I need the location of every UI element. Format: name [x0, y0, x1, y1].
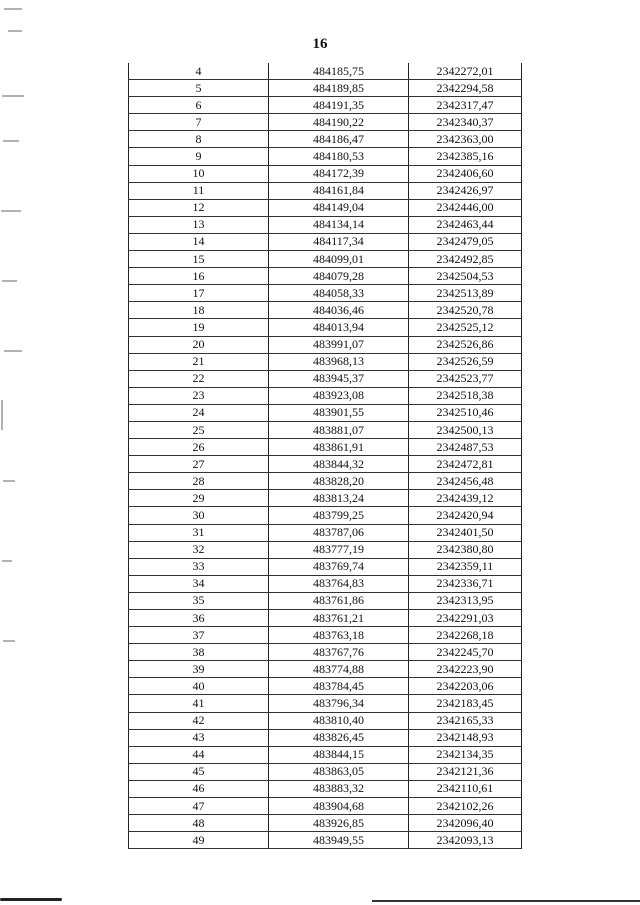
table-row: [129, 729, 522, 746]
x-coordinate-cell: 484161,84: [269, 182, 409, 199]
y-coordinate-cell: 2342526,59: [409, 353, 522, 370]
table-row: [129, 798, 522, 815]
scan-noise-mark: [2, 560, 12, 562]
point-number-cell: 6: [129, 97, 269, 114]
x-coordinate-cell: 483799,25: [269, 507, 409, 524]
y-coordinate-cell: 2342518,38: [409, 387, 522, 404]
scan-noise-mark: [2, 280, 17, 282]
y-coordinate-cell: 2342317,47: [409, 97, 522, 114]
y-coordinate-cell: 2342520,78: [409, 302, 522, 319]
table-row: [129, 763, 522, 780]
y-coordinate-cell: 2342406,60: [409, 165, 522, 182]
x-coordinate-cell: 483813,24: [269, 490, 409, 507]
table-row: [129, 97, 522, 114]
x-coordinate-cell: 484180,53: [269, 148, 409, 165]
point-number-cell: 30: [129, 507, 269, 524]
y-coordinate-cell: 2342165,33: [409, 712, 522, 729]
table-row: [129, 233, 522, 250]
coordinates-table: [128, 63, 522, 849]
y-coordinate-cell: 2342183,45: [409, 695, 522, 712]
x-coordinate-cell: 484186,47: [269, 131, 409, 148]
y-coordinate-cell: 2342510,46: [409, 404, 522, 421]
coordinates-table-body: [129, 63, 522, 849]
x-coordinate-cell: 483774,88: [269, 661, 409, 678]
point-number-cell: 26: [129, 439, 269, 456]
x-coordinate-cell: 483844,32: [269, 456, 409, 473]
point-number-cell: 7: [129, 114, 269, 131]
point-number-cell: 36: [129, 610, 269, 627]
y-coordinate-cell: 2342479,05: [409, 233, 522, 250]
y-coordinate-cell: 2342359,11: [409, 558, 522, 575]
table-row: [129, 439, 522, 456]
y-coordinate-cell: 2342093,13: [409, 832, 522, 849]
table-row: [129, 456, 522, 473]
x-coordinate-cell: 483761,86: [269, 592, 409, 609]
point-number-cell: 9: [129, 148, 269, 165]
y-coordinate-cell: 2342203,06: [409, 678, 522, 695]
x-coordinate-cell: 483901,55: [269, 404, 409, 421]
x-coordinate-cell: 483828,20: [269, 473, 409, 490]
y-coordinate-cell: 2342439,12: [409, 490, 522, 507]
point-number-cell: 48: [129, 815, 269, 832]
table-row: [129, 302, 522, 319]
point-number-cell: 43: [129, 729, 269, 746]
y-coordinate-cell: 2342456,48: [409, 473, 522, 490]
table-row: [129, 370, 522, 387]
point-number-cell: 29: [129, 490, 269, 507]
point-number-cell: 38: [129, 644, 269, 661]
y-coordinate-cell: 2342223,90: [409, 661, 522, 678]
point-number-cell: 23: [129, 387, 269, 404]
table-row: [129, 575, 522, 592]
table-row: [129, 404, 522, 421]
point-number-cell: 19: [129, 319, 269, 336]
scan-edge-mark: [372, 900, 640, 902]
table-row: [129, 473, 522, 490]
table-row: [129, 644, 522, 661]
y-coordinate-cell: 2342336,71: [409, 575, 522, 592]
x-coordinate-cell: 483968,13: [269, 353, 409, 370]
point-number-cell: 33: [129, 558, 269, 575]
x-coordinate-cell: 483904,68: [269, 798, 409, 815]
point-number-cell: 44: [129, 746, 269, 763]
point-number-cell: 46: [129, 780, 269, 797]
x-coordinate-cell: 483810,40: [269, 712, 409, 729]
table-row: [129, 182, 522, 199]
y-coordinate-cell: 2342526,86: [409, 336, 522, 353]
table-row: [129, 490, 522, 507]
x-coordinate-cell: 483767,76: [269, 644, 409, 661]
y-coordinate-cell: 2342096,40: [409, 815, 522, 832]
x-coordinate-cell: 484036,46: [269, 302, 409, 319]
y-coordinate-cell: 2342148,93: [409, 729, 522, 746]
x-coordinate-cell: 484058,33: [269, 285, 409, 302]
table-row: [129, 165, 522, 182]
y-coordinate-cell: 2342245,70: [409, 644, 522, 661]
table-row: [129, 353, 522, 370]
table-row: [129, 746, 522, 763]
x-coordinate-cell: 483784,45: [269, 678, 409, 695]
point-number-cell: 37: [129, 627, 269, 644]
scan-noise-mark: [4, 8, 22, 10]
y-coordinate-cell: 2342463,44: [409, 216, 522, 233]
table-row: [129, 815, 522, 832]
point-number-cell: 12: [129, 199, 269, 216]
point-number-cell: 34: [129, 575, 269, 592]
x-coordinate-cell: 483861,91: [269, 439, 409, 456]
scan-noise-mark: [3, 140, 19, 142]
point-number-cell: 42: [129, 712, 269, 729]
y-coordinate-cell: 2342294,58: [409, 80, 522, 97]
x-coordinate-cell: 484149,04: [269, 199, 409, 216]
table-row: [129, 780, 522, 797]
point-number-cell: 47: [129, 798, 269, 815]
x-coordinate-cell: 484191,35: [269, 97, 409, 114]
x-coordinate-cell: 483826,45: [269, 729, 409, 746]
table-row: [129, 63, 522, 80]
point-number-cell: 25: [129, 421, 269, 438]
y-coordinate-cell: 2342513,89: [409, 285, 522, 302]
table-row: [129, 114, 522, 131]
x-coordinate-cell: 483844,15: [269, 746, 409, 763]
y-coordinate-cell: 2342268,18: [409, 627, 522, 644]
x-coordinate-cell: 484013,94: [269, 319, 409, 336]
y-coordinate-cell: 2342420,94: [409, 507, 522, 524]
y-coordinate-cell: 2342272,01: [409, 63, 522, 80]
y-coordinate-cell: 2342102,26: [409, 798, 522, 815]
y-coordinate-cell: 2342504,53: [409, 268, 522, 285]
table-row: [129, 131, 522, 148]
table-row: [129, 251, 522, 268]
scan-noise-mark: [3, 480, 15, 482]
point-number-cell: 21: [129, 353, 269, 370]
scan-noise-mark: [1, 210, 21, 212]
y-coordinate-cell: 2342385,16: [409, 148, 522, 165]
point-number-cell: 5: [129, 80, 269, 97]
table-row: [129, 541, 522, 558]
table-row: [129, 387, 522, 404]
point-number-cell: 39: [129, 661, 269, 678]
x-coordinate-cell: 483761,21: [269, 610, 409, 627]
x-coordinate-cell: 484189,85: [269, 80, 409, 97]
y-coordinate-cell: 2342363,00: [409, 131, 522, 148]
x-coordinate-cell: 484185,75: [269, 63, 409, 80]
x-coordinate-cell: 484172,39: [269, 165, 409, 182]
x-coordinate-cell: 484190,22: [269, 114, 409, 131]
table-row: [129, 558, 522, 575]
x-coordinate-cell: 483769,74: [269, 558, 409, 575]
point-number-cell: 11: [129, 182, 269, 199]
point-number-cell: 18: [129, 302, 269, 319]
point-number-cell: 24: [129, 404, 269, 421]
table-row: [129, 832, 522, 849]
scan-noise-mark: [2, 95, 24, 97]
x-coordinate-cell: 483787,06: [269, 524, 409, 541]
x-coordinate-cell: 484117,34: [269, 233, 409, 250]
table-row: [129, 80, 522, 97]
x-coordinate-cell: 484099,01: [269, 251, 409, 268]
table-row: [129, 695, 522, 712]
point-number-cell: 32: [129, 541, 269, 558]
table-row: [129, 678, 522, 695]
point-number-cell: 16: [129, 268, 269, 285]
table-row: [129, 268, 522, 285]
x-coordinate-cell: 483764,83: [269, 575, 409, 592]
point-number-cell: 41: [129, 695, 269, 712]
point-number-cell: 10: [129, 165, 269, 182]
x-coordinate-cell: 484079,28: [269, 268, 409, 285]
table-row: [129, 712, 522, 729]
x-coordinate-cell: 483883,32: [269, 780, 409, 797]
point-number-cell: 8: [129, 131, 269, 148]
point-number-cell: 27: [129, 456, 269, 473]
table-row: [129, 610, 522, 627]
x-coordinate-cell: 483949,55: [269, 832, 409, 849]
scan-edge-mark: [0, 898, 62, 901]
table-row: [129, 199, 522, 216]
x-coordinate-cell: 483926,85: [269, 815, 409, 832]
point-number-cell: 40: [129, 678, 269, 695]
point-number-cell: 35: [129, 592, 269, 609]
y-coordinate-cell: 2342401,50: [409, 524, 522, 541]
scan-noise-mark: [8, 30, 22, 32]
y-coordinate-cell: 2342523,77: [409, 370, 522, 387]
page-number: 16: [312, 36, 328, 52]
point-number-cell: 22: [129, 370, 269, 387]
scan-noise-mark: [4, 350, 22, 352]
table-row: [129, 421, 522, 438]
point-number-cell: 14: [129, 233, 269, 250]
x-coordinate-cell: 483863,05: [269, 763, 409, 780]
y-coordinate-cell: 2342380,80: [409, 541, 522, 558]
table-row: [129, 627, 522, 644]
x-coordinate-cell: 483991,07: [269, 336, 409, 353]
table-row: [129, 507, 522, 524]
y-coordinate-cell: 2342340,37: [409, 114, 522, 131]
x-coordinate-cell: 484134,14: [269, 216, 409, 233]
point-number-cell: 20: [129, 336, 269, 353]
x-coordinate-cell: 483881,07: [269, 421, 409, 438]
y-coordinate-cell: 2342492,85: [409, 251, 522, 268]
point-number-cell: 45: [129, 763, 269, 780]
table-row: [129, 524, 522, 541]
y-coordinate-cell: 2342472,81: [409, 456, 522, 473]
point-number-cell: 17: [129, 285, 269, 302]
table-row: [129, 319, 522, 336]
table-row: [129, 285, 522, 302]
x-coordinate-cell: 483923,08: [269, 387, 409, 404]
point-number-cell: 28: [129, 473, 269, 490]
point-number-cell: 31: [129, 524, 269, 541]
y-coordinate-cell: 2342525,12: [409, 319, 522, 336]
y-coordinate-cell: 2342446,00: [409, 199, 522, 216]
point-number-cell: 49: [129, 832, 269, 849]
y-coordinate-cell: 2342121,36: [409, 763, 522, 780]
y-coordinate-cell: 2342313,95: [409, 592, 522, 609]
table-row: [129, 592, 522, 609]
x-coordinate-cell: 483796,34: [269, 695, 409, 712]
x-coordinate-cell: 483777,19: [269, 541, 409, 558]
table-row: [129, 148, 522, 165]
point-number-cell: 13: [129, 216, 269, 233]
table-row: [129, 336, 522, 353]
y-coordinate-cell: 2342291,03: [409, 610, 522, 627]
y-coordinate-cell: 2342500,13: [409, 421, 522, 438]
x-coordinate-cell: 483945,37: [269, 370, 409, 387]
y-coordinate-cell: 2342426,97: [409, 182, 522, 199]
y-coordinate-cell: 2342134,35: [409, 746, 522, 763]
x-coordinate-cell: 483763,18: [269, 627, 409, 644]
scan-noise-mark: [1, 400, 3, 430]
y-coordinate-cell: 2342110,61: [409, 780, 522, 797]
table-row: [129, 216, 522, 233]
point-number-cell: 15: [129, 251, 269, 268]
scan-noise-mark: [3, 640, 15, 642]
table-row: [129, 661, 522, 678]
y-coordinate-cell: 2342487,53: [409, 439, 522, 456]
point-number-cell: 4: [129, 63, 269, 80]
